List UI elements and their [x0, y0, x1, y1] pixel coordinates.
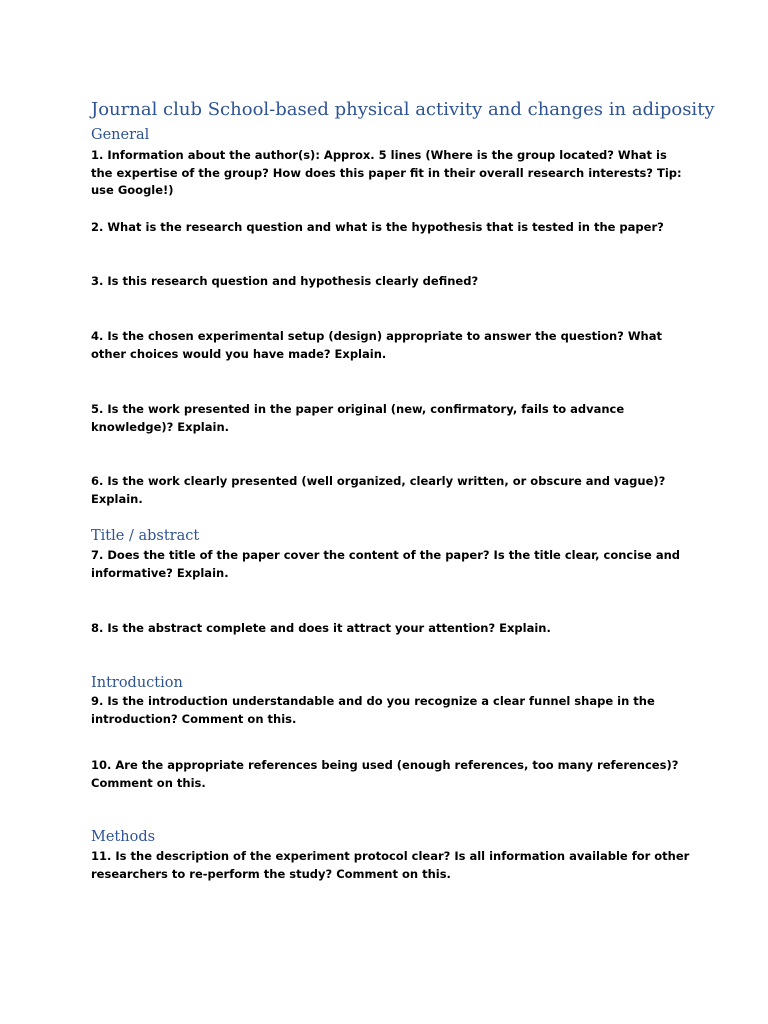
- question-4: 4. Is the chosen experimental setup (design) appropriate to answer the question? What other choices would you have made? Explain.: [91, 329, 662, 361]
- question-9: 9. Is the introduction understandable and do you recognize a clear funnel shape in the introduction? Comment on this.: [91, 694, 655, 726]
- question-6: 6. Is the work clearly presented (well organized, clearly written, or obscure and vague)? Explain.: [91, 474, 666, 506]
- question-1: 1. Information about the author(s): Approx. 5 lines (Where is the group located? What is the expertise of the group? How does this paper fit in their overall research interests? Tip: use Google!): [91, 148, 682, 197]
- question-2: 2. What is the research question and what is the hypothesis that is tested in the paper?: [91, 220, 664, 234]
- question-3: 3. Is this research question and hypothesis clearly defined?: [91, 274, 479, 288]
- question-8: 8. Is the abstract complete and does it attract your attention? Explain.: [91, 621, 551, 635]
- section-heading-title-abstract: Title / abstract: [91, 528, 200, 544]
- section-heading-methods: Methods: [91, 829, 156, 845]
- question-7: 7. Does the title of the paper cover the content of the paper? Is the title clear, concise and informative? Explain.: [91, 548, 681, 580]
- document-title: Journal club School-based physical activity and changes in adiposity: [91, 99, 715, 120]
- section-heading-introduction: Introduction: [91, 675, 183, 691]
- section-heading-general: General: [91, 127, 150, 143]
- question-11: 11. Is the description of the experiment protocol clear? Is all information available for other researchers to re-perform the study? Comment on this.: [91, 849, 690, 881]
- question-10: 10. Are the appropriate references being used (enough references, too many references)? Comment on this.: [91, 758, 679, 790]
- question-5: 5. Is the work presented in the paper original (new, confirmatory, fails to advance knowledge)? Explain.: [91, 402, 625, 434]
